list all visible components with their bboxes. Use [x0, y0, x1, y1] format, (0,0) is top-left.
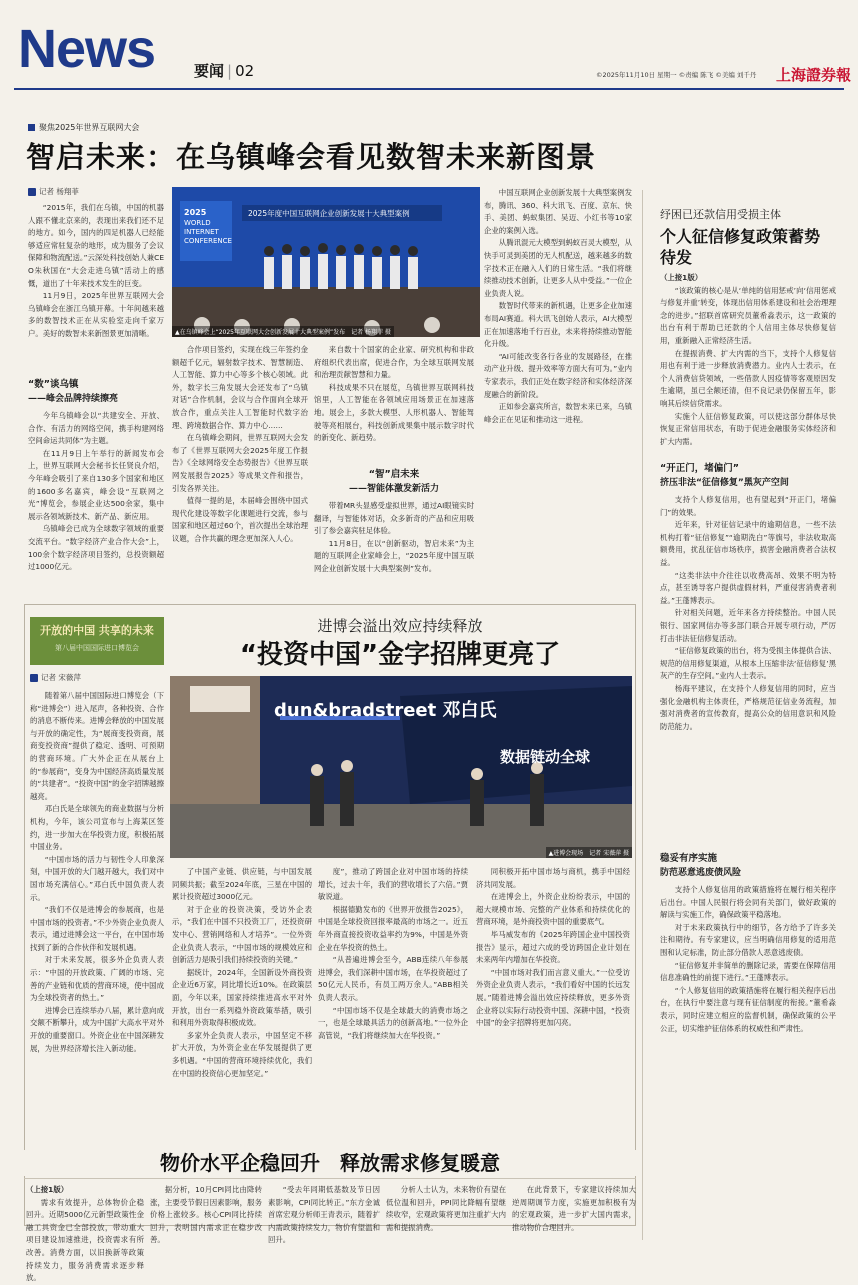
paragraph: “这类非法中介往往以收费高昂、效果不明为特点，甚至诱导客户提供虚假材料，严重侵害消费者利益。”王蓬博表示。 — [660, 570, 836, 605]
paragraph: 据分析，10月CPI同比由降转涨，主要受节假日因素影响，服务价格上涨较多。核心CPI同比持续回升，表明国内需求正在稳步改善。 — [150, 1185, 262, 1245]
lead-section1-heading — [28, 378, 164, 406]
expo-logo-name: 第八届中国国际进口博览会 — [55, 644, 139, 652]
paragraph: “该政策的核心是从‘单纯的信用惩戒’向‘信用惩戒与修复并重’转变，体现出信用体系建设和社会治理理念的进步。”招联首席研究员董希淼表示，这一政策的出台有利于帮助已还款的个人信用主体尽快修复信用，重新融入正常经济生活。 — [660, 285, 836, 345]
paragraph: “我们不仅是进博会的参展商，也是中国市场的投资者。”不少外资企业负责人表示，通过进博会这一平台，在中国市场找到了新的合作伙伴和发展机遇。 — [30, 905, 164, 952]
svg-text:2025年度中国互联网企业创新发展十大典型案例: 2025年度中国互联网企业创新发展十大典型案例 — [248, 209, 410, 218]
right-subhead1 — [660, 462, 836, 490]
masthead-rule — [14, 88, 844, 90]
right-subhead2 — [660, 852, 836, 880]
right-headline: 个人征信修复政策蓄势待发 — [660, 227, 821, 267]
bottom-col1 — [26, 1184, 144, 1283]
paragraph: 从腾讯混元大模型到蚂蚁百灵大模型，从快手可灵到美团的无人机配送，越来越多的数字技术正在融入人们的日常生活。“我们将继续推动技术创新，让更多人从中受益。”一位企业负责人说。 — [484, 238, 632, 298]
paragraph: 支持个人修复信用，也有望起到“开正门，堵偏门”的效果。 — [660, 495, 836, 517]
ad-photo — [170, 676, 632, 858]
paragraph: 针对相关问题，近年来各方持续整治。中国人民银行、国家网信办等多部门联合开展专项行动，严厉打击非法征信修复活动。 — [660, 608, 836, 643]
ad-col1 — [30, 690, 164, 1220]
subhead-title: “开正门，堵偏门” — [660, 463, 739, 474]
bottom-col4 — [386, 1184, 506, 1248]
page-number: 02 — [235, 62, 255, 80]
section-logo: News — [18, 19, 156, 79]
paragraph: 根据德勤发布的《世界开放报告2025》，中国是全球投资回报率最高的市场之一。近五年外商直接投资收益率约为9%，中国是外资企业在华投资的热土。 — [318, 904, 468, 952]
section-subtitle: ——智能体激发新活力 — [348, 484, 439, 494]
paragraph: “中国市场的活力与韧性令人印象深刻，中国开放的大门越开越大，我们对中国市场充满信心。”邓白氏中国负责人表示。 — [30, 854, 164, 902]
reporter-icon — [30, 674, 38, 682]
bottom-rule — [24, 1178, 636, 1179]
paragraph: 多家外企负责人表示，中国坚定不移扩大开放，为外资企业在华发展提供了更多机遇。“中国的营商环境持续优化，我们在中国的投资信心更加坚定。” — [172, 1030, 312, 1078]
source-note: （上接1版） — [660, 273, 703, 282]
paragraph: 来自数十个国家的企业家、研究机构和非政府组织代表出席，促进合作，为全球互联网发展和治理贡献智慧和力量。 — [314, 345, 474, 380]
paragraph: 正如参会嘉宾所言，数智未来已来，乌镇峰会正在见证和推动这一进程。 — [484, 402, 632, 424]
lead-col3 — [314, 344, 474, 466]
lead-col1b — [28, 410, 164, 590]
source-note: （上接1版） — [26, 1185, 69, 1194]
paragraph: 11月8日，在以“创新驱动，智启未来”为主题的互联网企业家峰会上，“2025年度中国互联网企业创新发展十大典型案例”发布。 — [314, 538, 474, 573]
ad-kicker: 进博会溢出效应持续释放 — [317, 617, 483, 635]
paragraph: “受去年同期低基数及节日因素影响，CPI同比转正。”东方金诚首席宏观分析师王青表示，随着扩内需政策持续发力，物价有望温和回升。 — [268, 1185, 380, 1245]
right-para3 — [660, 884, 836, 1240]
paragraph: 在提振消费、扩大内需的当下，支持个人修复信用也有利于进一步释放消费潜力。业内人士表示，在个人消费信贷领域，一些借款人因疫情等客观原因发生逾期，虽已全额还清，但不良记录仍保留五年，影响其后续信贷需求。 — [660, 348, 836, 408]
paragraph: “征信修复政策的出台，将为受损主体提供合法、规范的信用修复渠道，从根本上压缩非法‘征信修复’黑灰产的生存空间。”业内人士表示。 — [660, 646, 836, 681]
paragraph: 合作项目签约，实现在线三年签约金额超千亿元，辐射数字技术、智慧制造、人工智能、算力中心等多个核心领域。此外，数字长三角发展大会还发布了“乌镇对话”合作机制，会议与合作面向全球开放合作，重点关注人工智能时代数字治理、跨境数据合作、算力中心…… — [172, 345, 308, 430]
paragraph: 进博会已连续举办八届，累计意向成交额不断攀升，成为中国扩大高水平对外开放的重要窗口。外资企业在中国深耕发展，为世界经济增长注入新动能。 — [30, 1005, 164, 1053]
paragraph: 分析人士认为，未来物价有望在低位温和回升，PPI同比降幅有望继续收窄，宏观政策将更加注重扩大内需和提振消费。 — [386, 1185, 506, 1232]
paragraph: 支持个人修复信用的政策措施将在履行相关程序后出台。中国人民银行将会同有关部门，做好政策的解读与实施工作，确保政策平稳落地。 — [660, 885, 836, 920]
lead-kicker-text: 聚焦2025年世界互联网大会 — [39, 123, 140, 132]
paragraph: 值得一提的是，本届峰会围绕中国式现代化建设等数字化课题进行交流，参与国家和地区超过60个，首次提出全球治理议题，合作共赢的理念更加深入人心。 — [172, 496, 308, 543]
bottom-col3 — [268, 1184, 380, 1248]
lead-col3b — [314, 500, 474, 594]
paragraph: 近年来，针对征信记录中的逾期信息，一些不法机构打着“征信修复”“逾期洗白”等旗号，非法收取高额费用，扰乱征信市场秩序，损害金融消费者合法权益。 — [660, 520, 836, 567]
paragraph: “中国市场对我们而言意义重大。”一位受访外资企业负责人表示，“我们看好中国的长远发展。”随着进博会溢出效应持续释放，更多外资企业将以实际行动投资中国、深耕中国，“投资中国”的金字招牌将更加闪亮。 — [476, 967, 630, 1028]
paragraph: 11月9日，2025年世界互联网大会乌镇峰会在浙江乌镇开幕。十年间越来越多的数智技术正在从实验室走向千家万户。美好的数智未来新图景更加清晰。 — [28, 291, 164, 338]
svg-text:CONFERENCE: CONFERENCE — [184, 237, 232, 245]
expo-logo-block — [30, 617, 164, 665]
lead-section2-heading — [314, 468, 474, 496]
bottom-col5 — [512, 1184, 636, 1248]
ad-headline: “投资中国”金字招牌更亮了 — [239, 640, 561, 670]
booth-sign: dun&bradstreet 邓白氏 — [274, 700, 497, 721]
section-title: “智”启未来 — [368, 469, 420, 480]
subhead-subtitle: 防范恶意逃废债风险 — [660, 868, 742, 878]
paragraph: 毕马威发布的《2025年跨国企业中国投资报告》显示，超过六成的受访跨国企业计划在未来两年内增加在华投资。 — [476, 929, 630, 965]
paragraph: 在乌镇峰会期间，世界互联网大会发布了《世界互联网大会2025年度工作报告》《全球网络安全态势报告》《世界互联网发展报告2025》等成果文件和报告，引发各界关注。 — [172, 433, 308, 493]
paragraph: 在11月9日上午举行的新闻发布会上，世界互联网大会秘书长任贤良介绍，今年峰会吸引了来自130多个国家和地区的1600多名嘉宾，峰会设“互联网之光”博览会，参展企业达500余家，集中展示各领域新技术、新产品、新应用。 — [28, 448, 164, 521]
masthead — [14, 8, 852, 90]
lead-byline-text: 记者 杨翔菲 — [39, 187, 79, 196]
ad-photo-caption: ▲进博会现场 记者 宋薇萍 摄 — [546, 847, 632, 858]
right-para1 — [660, 272, 836, 458]
paragraph: 在进博会上，外资企业纷纷表示，中国的超大规模市场、完整的产业体系和持续优化的营商环境，是外商投资中国的重要底气。 — [476, 892, 630, 927]
paragraph: “2015年，我们在乌镇，中国的机器人跟不懂北京来的，表现出来我们还不足的地方。如今，国内的四足机器人已经能够适应常驻复杂的地形，成为服务了会议保障和物流配送。”云深处科技创始人兼CEO朱秋国在“大会走进乌镇”活动上的感慨，道出了十年来技术发生的巨变。 — [28, 203, 164, 288]
ad-byline — [30, 672, 81, 683]
paragraph: 在此背景下，专家建议持续加大逆周期调节力度，实施更加积极有为的宏观政策，进一步扩大国内需求，推动物价合理回升。 — [512, 1185, 636, 1232]
section-name: 要闻 — [194, 62, 225, 80]
reporter-icon — [28, 188, 36, 196]
paragraph: “个人修复信用的政策措施将在履行相关程序后出台，在执行中要注意与现有征信制度的衔接。”董希淼表示，同时应建立相应的监督机制，确保政策的公平公正，切实维护征信体系的权威性和严肃性。 — [660, 985, 836, 1033]
paragraph: 实施个人征信修复政策，可以使这部分群体尽快恢复正常信用状态，有助于促进金融服务实体经济和扩大内需。 — [660, 411, 836, 446]
dateline: ©2025年11月10日 星期一 ©责编 陈飞 ©美编 刘千丹 — [596, 71, 757, 79]
paragraph: “中国市场不仅是全球最大的消费市场之一，也是全球最具活力的创新高地。”一位外企高管说，“我们将继续加大在华投资。” — [318, 1005, 468, 1040]
paragraph: 杨海平建议，在支持个人修复信用的同时，应当强化金融机构主体责任，严格规范征信业务流程，加强对消费者的宣传教育，提高公众的信用意识和风险防范能力。 — [660, 683, 836, 731]
lead-col4 — [484, 187, 632, 594]
paragraph: 中国互联网企业创新发展十大典型案例发布，腾讯、360、科大讯飞、百度、京东、快手、美团、蚂蚁集团、吴迈、小红书等10家企业的案例入选。 — [484, 188, 632, 235]
paragraph: 带着MR头显感受虚拟世界，通过AI眼镜实时翻译，与智能体对话，众多新奇的产品和应用吸引了参会嘉宾驻足体验。 — [314, 501, 474, 536]
svg-text:INTERNET: INTERNET — [184, 228, 219, 236]
summit-stage-illustration — [172, 187, 480, 337]
paragraph: “征信修复并非简单的删除记录，需要在保障信用信息准确性的前提下进行。”王蓬博表示。 — [660, 960, 836, 983]
paragraph: 对于未来政策执行中的细节，各方给予了许多关注和期待。有专家建议，应当明确信用修复的适用范围和认定标准，防止部分借款人恶意逃废债。 — [660, 922, 836, 957]
section-subtitle: ——峰会品牌持续擦亮 — [28, 394, 119, 404]
lead-photo — [172, 187, 480, 337]
paragraph: “从普遍进博会至今，ABB连续八年参展进博会，我们深耕中国市场，在华投资超过了50亿元人民币，有员工两万余人。”ABB相关负责人表示。 — [318, 955, 468, 1002]
section-title: “数”谈乌镇 — [28, 379, 79, 390]
paragraph: 同积极开拓中国市场与商机，携手中国经济共同发展。 — [476, 867, 630, 889]
paragraph: 需求有效提升，总体物价企稳回升。近期5000亿元新型政策性金融工具资金已全部投放，带动重大项目建设加速推进，投资需求有所改善。消费方面，以旧换新等政策持续发力，服务消费需求逐步释放。 — [26, 1197, 144, 1283]
lead-headline: 智启未来：在乌镇峰会看见数智未来新图景 — [26, 140, 597, 174]
paragraph: 度”，推动了跨国企业对中国市场的持续增长，过去十年，我们的营收增长了六倍。”贾敏说道。 — [318, 867, 468, 902]
column-divider — [642, 190, 643, 1240]
paragraph: 据统计，2024年，全国新设外商投资企业近6万家，同比增长近10%。在政策层面，今年以来，国家持续推进高水平对外开放，出台一系列稳外资政策举措，吸引和利用外资取得积极成效。 — [172, 967, 312, 1028]
lead-photo-caption: ▲在乌镇峰会上“2025年互联网大会创新发展十大典型案例”发布 记者 杨翔菲 摄 — [172, 326, 394, 337]
paragraph: “AI可能改变各行各业的发展路径，在推动产业升级、提升效率等方面大有可为。”业内专家表示，我们正处在数字经济和实体经济深度融合的新阶段。 — [484, 351, 632, 399]
paragraph: 科技成果不只在展览，乌镇世界互联网科技馆里，人工智能在各领域应用场景正在加速落地。展会上，多款大模型、人形机器人、智能驾驶等亮相展台，科技创新成果集中展示数字时代的新变化、新趋势。 — [314, 382, 474, 443]
paragraph: 今年乌镇峰会以“共建安全、开放、合作、有活力的网络空间，携手构建网络空间命运共同体”为主题。 — [28, 411, 164, 446]
svg-text:2025: 2025 — [184, 208, 207, 217]
paragraph: 数智时代带来的新机遇，让更多企业加速布局AI赛道。科大讯飞创始人表示，AI大模型正在加速落地千行百业，未来将持续推动智能化升级。 — [484, 301, 632, 349]
paper-name: 上海證券報 — [776, 66, 852, 84]
ad-byline-text: 记者 宋薇萍 — [41, 673, 81, 682]
paragraph: 随着第八届中国国际进口博览会（下称“进博会”）进入尾声，各种投资、合作的消息不断传来。进博会释放的中国发展与开放的确定性，为“展商变投资商，展商变投资商”提供了稳定、透明、可预期的营商环境。广大外企正在从展台上的“参展商”，变身为中国经济高质量发展的“共建者”。“投资中国”的金字招牌越擦越亮。 — [30, 691, 164, 801]
lead-kicker — [28, 122, 139, 133]
paragraph: 乌镇峰会已成为全球数字领域的重要交流平台。“数字经济产业合作大会”上，100余个数字经济项目签约，总投资额超过1000亿元。 — [28, 524, 164, 572]
section-label: 要闻 | 02 — [194, 62, 255, 80]
subhead-subtitle: 挤压非法“征信修复”黑灰产空间 — [660, 478, 789, 488]
booth-sign-secondary: 数据链动全球 — [500, 748, 591, 766]
expo-logo-slogan: 开放的中国 共享的未来 — [40, 624, 154, 637]
svg-text:WORLD: WORLD — [184, 219, 211, 227]
bottom-col2 — [150, 1184, 262, 1248]
paragraph: 对于企业的投资决策，受访外企表示，“我们在中国不只投资工厂，还投资研发中心、营销网络和人才培养”。一位外资企业负责人表示，“中国市场的规模效应和创新活力是吸引我们持续投资的关键。” — [172, 904, 312, 965]
lead-col1 — [28, 202, 164, 374]
paragraph: 邓白氏是全球领先的商业数据与分析机构，今年，该公司宣布与上海某区签约，进一步加大在华投资力度，积极拓展中国业务。 — [30, 804, 164, 852]
right-para2 — [660, 494, 836, 850]
kicker-square-icon — [28, 124, 35, 131]
bottom-headline: 物价水平企稳回升 释放需求修复暖意 — [24, 1150, 636, 1176]
subhead-title: 稳妥有序实施 — [660, 853, 718, 864]
lead-byline — [28, 186, 79, 197]
paragraph: 了中国产业链、供应链，与中国发展同频共振；截至2024年底，三星在中国的累计投资超过3000亿元。 — [172, 867, 312, 902]
right-kicker: 纾困已还款信用受损主体 — [660, 208, 781, 221]
lead-col2 — [172, 344, 308, 594]
paragraph: 对于未来发展，很多外企负责人表示：“中国的开放政策、广阔的市场、完善的产业链和优质的营商环境，使中国成为全球投资者的热土。” — [30, 955, 164, 1003]
